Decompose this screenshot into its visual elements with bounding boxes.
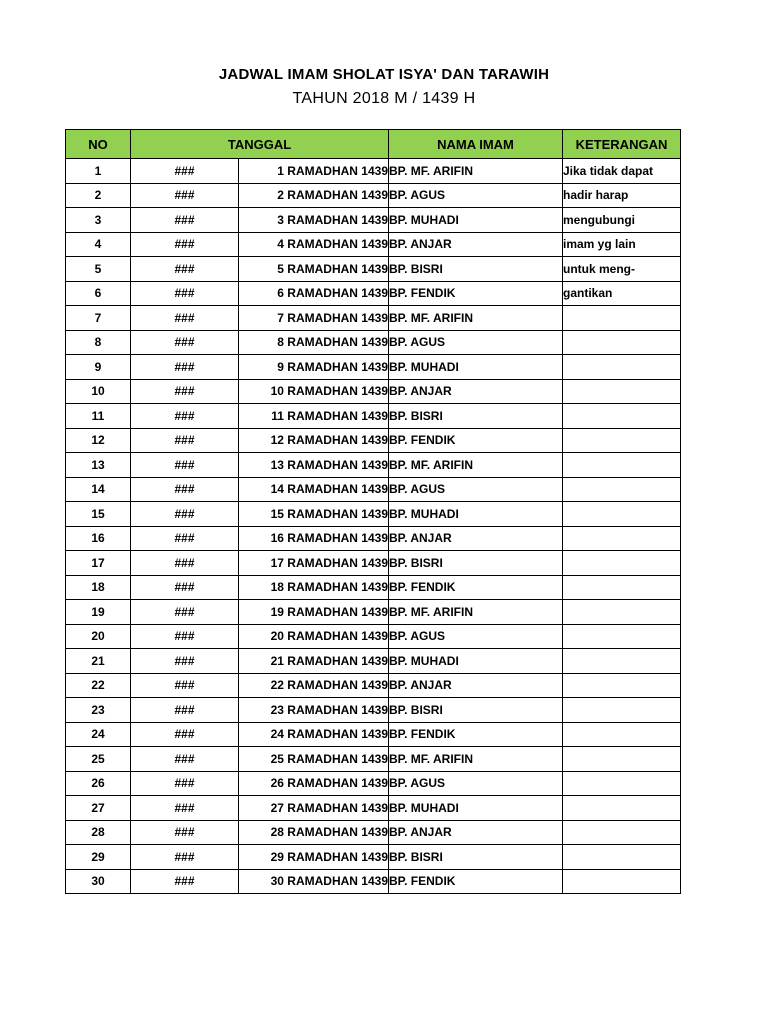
table-row xyxy=(66,551,681,576)
table-row xyxy=(66,575,681,600)
cell-date-hijri: 12 RAMADHAN 1439 xyxy=(239,428,389,453)
cell-nama-imam: BP. MF. ARIFIN xyxy=(389,159,563,184)
cell-keterangan xyxy=(563,869,681,894)
cell-nama-imam: BP. BISRI xyxy=(389,257,563,282)
table-row xyxy=(66,673,681,698)
cell-keterangan xyxy=(563,722,681,747)
cell-date-masehi: ### xyxy=(131,404,239,429)
cell-date-masehi: ### xyxy=(131,502,239,527)
cell-keterangan xyxy=(563,624,681,649)
cell-date-hijri: 30 RAMADHAN 1439 xyxy=(239,869,389,894)
cell-date-hijri: 14 RAMADHAN 1439 xyxy=(239,477,389,502)
cell-nama-imam: BP. BISRI xyxy=(389,698,563,723)
cell-date-masehi: ### xyxy=(131,600,239,625)
header-keterangan: KETERANGAN xyxy=(563,130,681,159)
cell-date-masehi: ### xyxy=(131,257,239,282)
cell-keterangan xyxy=(563,796,681,821)
table-row xyxy=(66,771,681,796)
cell-date-hijri: 7 RAMADHAN 1439 xyxy=(239,306,389,331)
cell-nama-imam: BP. MF. ARIFIN xyxy=(389,600,563,625)
cell-date-masehi: ### xyxy=(131,649,239,674)
cell-keterangan xyxy=(563,355,681,380)
cell-date-masehi: ### xyxy=(131,183,239,208)
cell-nama-imam: BP. MF. ARIFIN xyxy=(389,747,563,772)
cell-date-masehi: ### xyxy=(131,624,239,649)
cell-date-hijri: 23 RAMADHAN 1439 xyxy=(239,698,389,723)
cell-no: 27 xyxy=(66,796,131,821)
table-row xyxy=(66,159,681,184)
cell-no: 4 xyxy=(66,232,131,257)
cell-date-hijri: 29 RAMADHAN 1439 xyxy=(239,845,389,870)
cell-keterangan: gantikan xyxy=(563,281,681,306)
cell-date-masehi: ### xyxy=(131,477,239,502)
cell-date-masehi: ### xyxy=(131,771,239,796)
cell-no: 6 xyxy=(66,281,131,306)
cell-nama-imam: BP. AGUS xyxy=(389,477,563,502)
cell-date-hijri: 15 RAMADHAN 1439 xyxy=(239,502,389,527)
cell-no: 18 xyxy=(66,575,131,600)
cell-nama-imam: BP. MUHADI xyxy=(389,355,563,380)
cell-no: 28 xyxy=(66,820,131,845)
cell-keterangan xyxy=(563,820,681,845)
cell-date-hijri: 1 RAMADHAN 1439 xyxy=(239,159,389,184)
table-row xyxy=(66,453,681,478)
cell-date-hijri: 24 RAMADHAN 1439 xyxy=(239,722,389,747)
cell-no: 20 xyxy=(66,624,131,649)
cell-keterangan xyxy=(563,771,681,796)
cell-keterangan xyxy=(563,698,681,723)
table-row xyxy=(66,428,681,453)
cell-keterangan xyxy=(563,649,681,674)
table-row xyxy=(66,747,681,772)
cell-date-hijri: 22 RAMADHAN 1439 xyxy=(239,673,389,698)
cell-nama-imam: BP. MF. ARIFIN xyxy=(389,306,563,331)
cell-keterangan xyxy=(563,428,681,453)
table-row xyxy=(66,796,681,821)
cell-date-masehi: ### xyxy=(131,673,239,698)
cell-date-masehi: ### xyxy=(131,526,239,551)
cell-date-masehi: ### xyxy=(131,722,239,747)
table-body xyxy=(66,159,681,894)
cell-nama-imam: BP. MUHADI xyxy=(389,502,563,527)
cell-nama-imam: BP. MUHADI xyxy=(389,796,563,821)
cell-no: 1 xyxy=(66,159,131,184)
table-row xyxy=(66,845,681,870)
cell-date-hijri: 26 RAMADHAN 1439 xyxy=(239,771,389,796)
cell-date-hijri: 11 RAMADHAN 1439 xyxy=(239,404,389,429)
cell-nama-imam: BP. FENDIK xyxy=(389,281,563,306)
cell-no: 26 xyxy=(66,771,131,796)
table-row xyxy=(66,526,681,551)
cell-nama-imam: BP. MF. ARIFIN xyxy=(389,453,563,478)
table-row xyxy=(66,404,681,429)
cell-no: 9 xyxy=(66,355,131,380)
cell-date-masehi: ### xyxy=(131,232,239,257)
cell-date-hijri: 3 RAMADHAN 1439 xyxy=(239,208,389,233)
cell-keterangan: Jika tidak dapat xyxy=(563,159,681,184)
cell-date-hijri: 19 RAMADHAN 1439 xyxy=(239,600,389,625)
cell-no: 2 xyxy=(66,183,131,208)
cell-nama-imam: BP. BISRI xyxy=(389,845,563,870)
cell-keterangan xyxy=(563,575,681,600)
cell-date-masehi: ### xyxy=(131,575,239,600)
cell-date-hijri: 6 RAMADHAN 1439 xyxy=(239,281,389,306)
cell-date-masehi: ### xyxy=(131,796,239,821)
cell-nama-imam: BP. ANJAR xyxy=(389,379,563,404)
table-row xyxy=(66,330,681,355)
cell-no: 25 xyxy=(66,747,131,772)
cell-no: 13 xyxy=(66,453,131,478)
cell-keterangan: mengubungi xyxy=(563,208,681,233)
table-row xyxy=(66,208,681,233)
page-subtitle: TAHUN 2018 M / 1439 H xyxy=(292,90,476,107)
cell-nama-imam: BP. AGUS xyxy=(389,183,563,208)
cell-date-masehi: ### xyxy=(131,208,239,233)
cell-keterangan xyxy=(563,453,681,478)
cell-no: 3 xyxy=(66,208,131,233)
cell-date-hijri: 18 RAMADHAN 1439 xyxy=(239,575,389,600)
cell-date-masehi: ### xyxy=(131,820,239,845)
cell-date-masehi: ### xyxy=(131,747,239,772)
table-row xyxy=(66,306,681,331)
cell-keterangan xyxy=(563,526,681,551)
cell-date-masehi: ### xyxy=(131,845,239,870)
cell-nama-imam: BP. ANJAR xyxy=(389,820,563,845)
cell-no: 15 xyxy=(66,502,131,527)
cell-nama-imam: BP. AGUS xyxy=(389,624,563,649)
cell-date-hijri: 25 RAMADHAN 1439 xyxy=(239,747,389,772)
cell-nama-imam: BP. AGUS xyxy=(389,771,563,796)
cell-keterangan xyxy=(563,404,681,429)
cell-nama-imam: BP. BISRI xyxy=(389,551,563,576)
cell-keterangan xyxy=(563,551,681,576)
cell-date-masehi: ### xyxy=(131,428,239,453)
table-row xyxy=(66,355,681,380)
page-title: JADWAL IMAM SHOLAT ISYA' DAN TARAWIH xyxy=(218,66,550,83)
table-header-row xyxy=(66,130,681,159)
table-row xyxy=(66,820,681,845)
cell-date-masehi: ### xyxy=(131,379,239,404)
header-tanggal: TANGGAL xyxy=(131,130,389,159)
cell-date-hijri: 20 RAMADHAN 1439 xyxy=(239,624,389,649)
table-row xyxy=(66,869,681,894)
cell-date-hijri: 28 RAMADHAN 1439 xyxy=(239,820,389,845)
cell-no: 12 xyxy=(66,428,131,453)
cell-date-hijri: 5 RAMADHAN 1439 xyxy=(239,257,389,282)
cell-keterangan xyxy=(563,330,681,355)
cell-no: 10 xyxy=(66,379,131,404)
cell-date-masehi: ### xyxy=(131,306,239,331)
cell-no: 22 xyxy=(66,673,131,698)
cell-date-masehi: ### xyxy=(131,281,239,306)
cell-nama-imam: BP. FENDIK xyxy=(389,428,563,453)
header-no: NO xyxy=(66,130,131,159)
cell-date-hijri: 4 RAMADHAN 1439 xyxy=(239,232,389,257)
cell-nama-imam: BP. FENDIK xyxy=(389,869,563,894)
cell-date-masehi: ### xyxy=(131,355,239,380)
cell-date-hijri: 8 RAMADHAN 1439 xyxy=(239,330,389,355)
cell-nama-imam: BP. ANJAR xyxy=(389,526,563,551)
table-row xyxy=(66,183,681,208)
cell-keterangan: untuk meng- xyxy=(563,257,681,282)
table-row xyxy=(66,649,681,674)
cell-keterangan xyxy=(563,502,681,527)
table-row xyxy=(66,281,681,306)
cell-no: 30 xyxy=(66,869,131,894)
cell-no: 29 xyxy=(66,845,131,870)
cell-nama-imam: BP. ANJAR xyxy=(389,232,563,257)
cell-keterangan: imam yg lain xyxy=(563,232,681,257)
table-row xyxy=(66,722,681,747)
cell-keterangan xyxy=(563,477,681,502)
cell-no: 7 xyxy=(66,306,131,331)
cell-keterangan xyxy=(563,600,681,625)
cell-nama-imam: BP. MUHADI xyxy=(389,208,563,233)
cell-no: 5 xyxy=(66,257,131,282)
cell-nama-imam: BP. FENDIK xyxy=(389,575,563,600)
cell-keterangan xyxy=(563,306,681,331)
cell-no: 21 xyxy=(66,649,131,674)
cell-no: 8 xyxy=(66,330,131,355)
table-row xyxy=(66,477,681,502)
cell-keterangan xyxy=(563,379,681,404)
cell-no: 24 xyxy=(66,722,131,747)
cell-nama-imam: BP. BISRI xyxy=(389,404,563,429)
cell-keterangan xyxy=(563,673,681,698)
cell-no: 23 xyxy=(66,698,131,723)
schedule-table xyxy=(65,129,681,894)
cell-date-masehi: ### xyxy=(131,330,239,355)
cell-date-hijri: 2 RAMADHAN 1439 xyxy=(239,183,389,208)
cell-date-hijri: 9 RAMADHAN 1439 xyxy=(239,355,389,380)
cell-date-hijri: 13 RAMADHAN 1439 xyxy=(239,453,389,478)
cell-nama-imam: BP. AGUS xyxy=(389,330,563,355)
cell-date-hijri: 27 RAMADHAN 1439 xyxy=(239,796,389,821)
cell-keterangan: hadir harap xyxy=(563,183,681,208)
cell-date-hijri: 17 RAMADHAN 1439 xyxy=(239,551,389,576)
cell-date-hijri: 16 RAMADHAN 1439 xyxy=(239,526,389,551)
cell-date-hijri: 21 RAMADHAN 1439 xyxy=(239,649,389,674)
table-row xyxy=(66,232,681,257)
cell-date-masehi: ### xyxy=(131,551,239,576)
table-row xyxy=(66,502,681,527)
cell-date-masehi: ### xyxy=(131,698,239,723)
cell-nama-imam: BP. FENDIK xyxy=(389,722,563,747)
table-row xyxy=(66,624,681,649)
cell-no: 11 xyxy=(66,404,131,429)
cell-date-masehi: ### xyxy=(131,453,239,478)
cell-date-masehi: ### xyxy=(131,869,239,894)
table-row xyxy=(66,600,681,625)
table-row xyxy=(66,698,681,723)
cell-no: 17 xyxy=(66,551,131,576)
table-row xyxy=(66,379,681,404)
cell-date-hijri: 10 RAMADHAN 1439 xyxy=(239,379,389,404)
cell-keterangan xyxy=(563,845,681,870)
table-row xyxy=(66,257,681,282)
cell-keterangan xyxy=(563,747,681,772)
cell-nama-imam: BP. ANJAR xyxy=(389,673,563,698)
header-nama-imam: NAMA IMAM xyxy=(389,130,563,159)
cell-date-masehi: ### xyxy=(131,159,239,184)
cell-nama-imam: BP. MUHADI xyxy=(389,649,563,674)
cell-no: 16 xyxy=(66,526,131,551)
cell-no: 19 xyxy=(66,600,131,625)
cell-no: 14 xyxy=(66,477,131,502)
